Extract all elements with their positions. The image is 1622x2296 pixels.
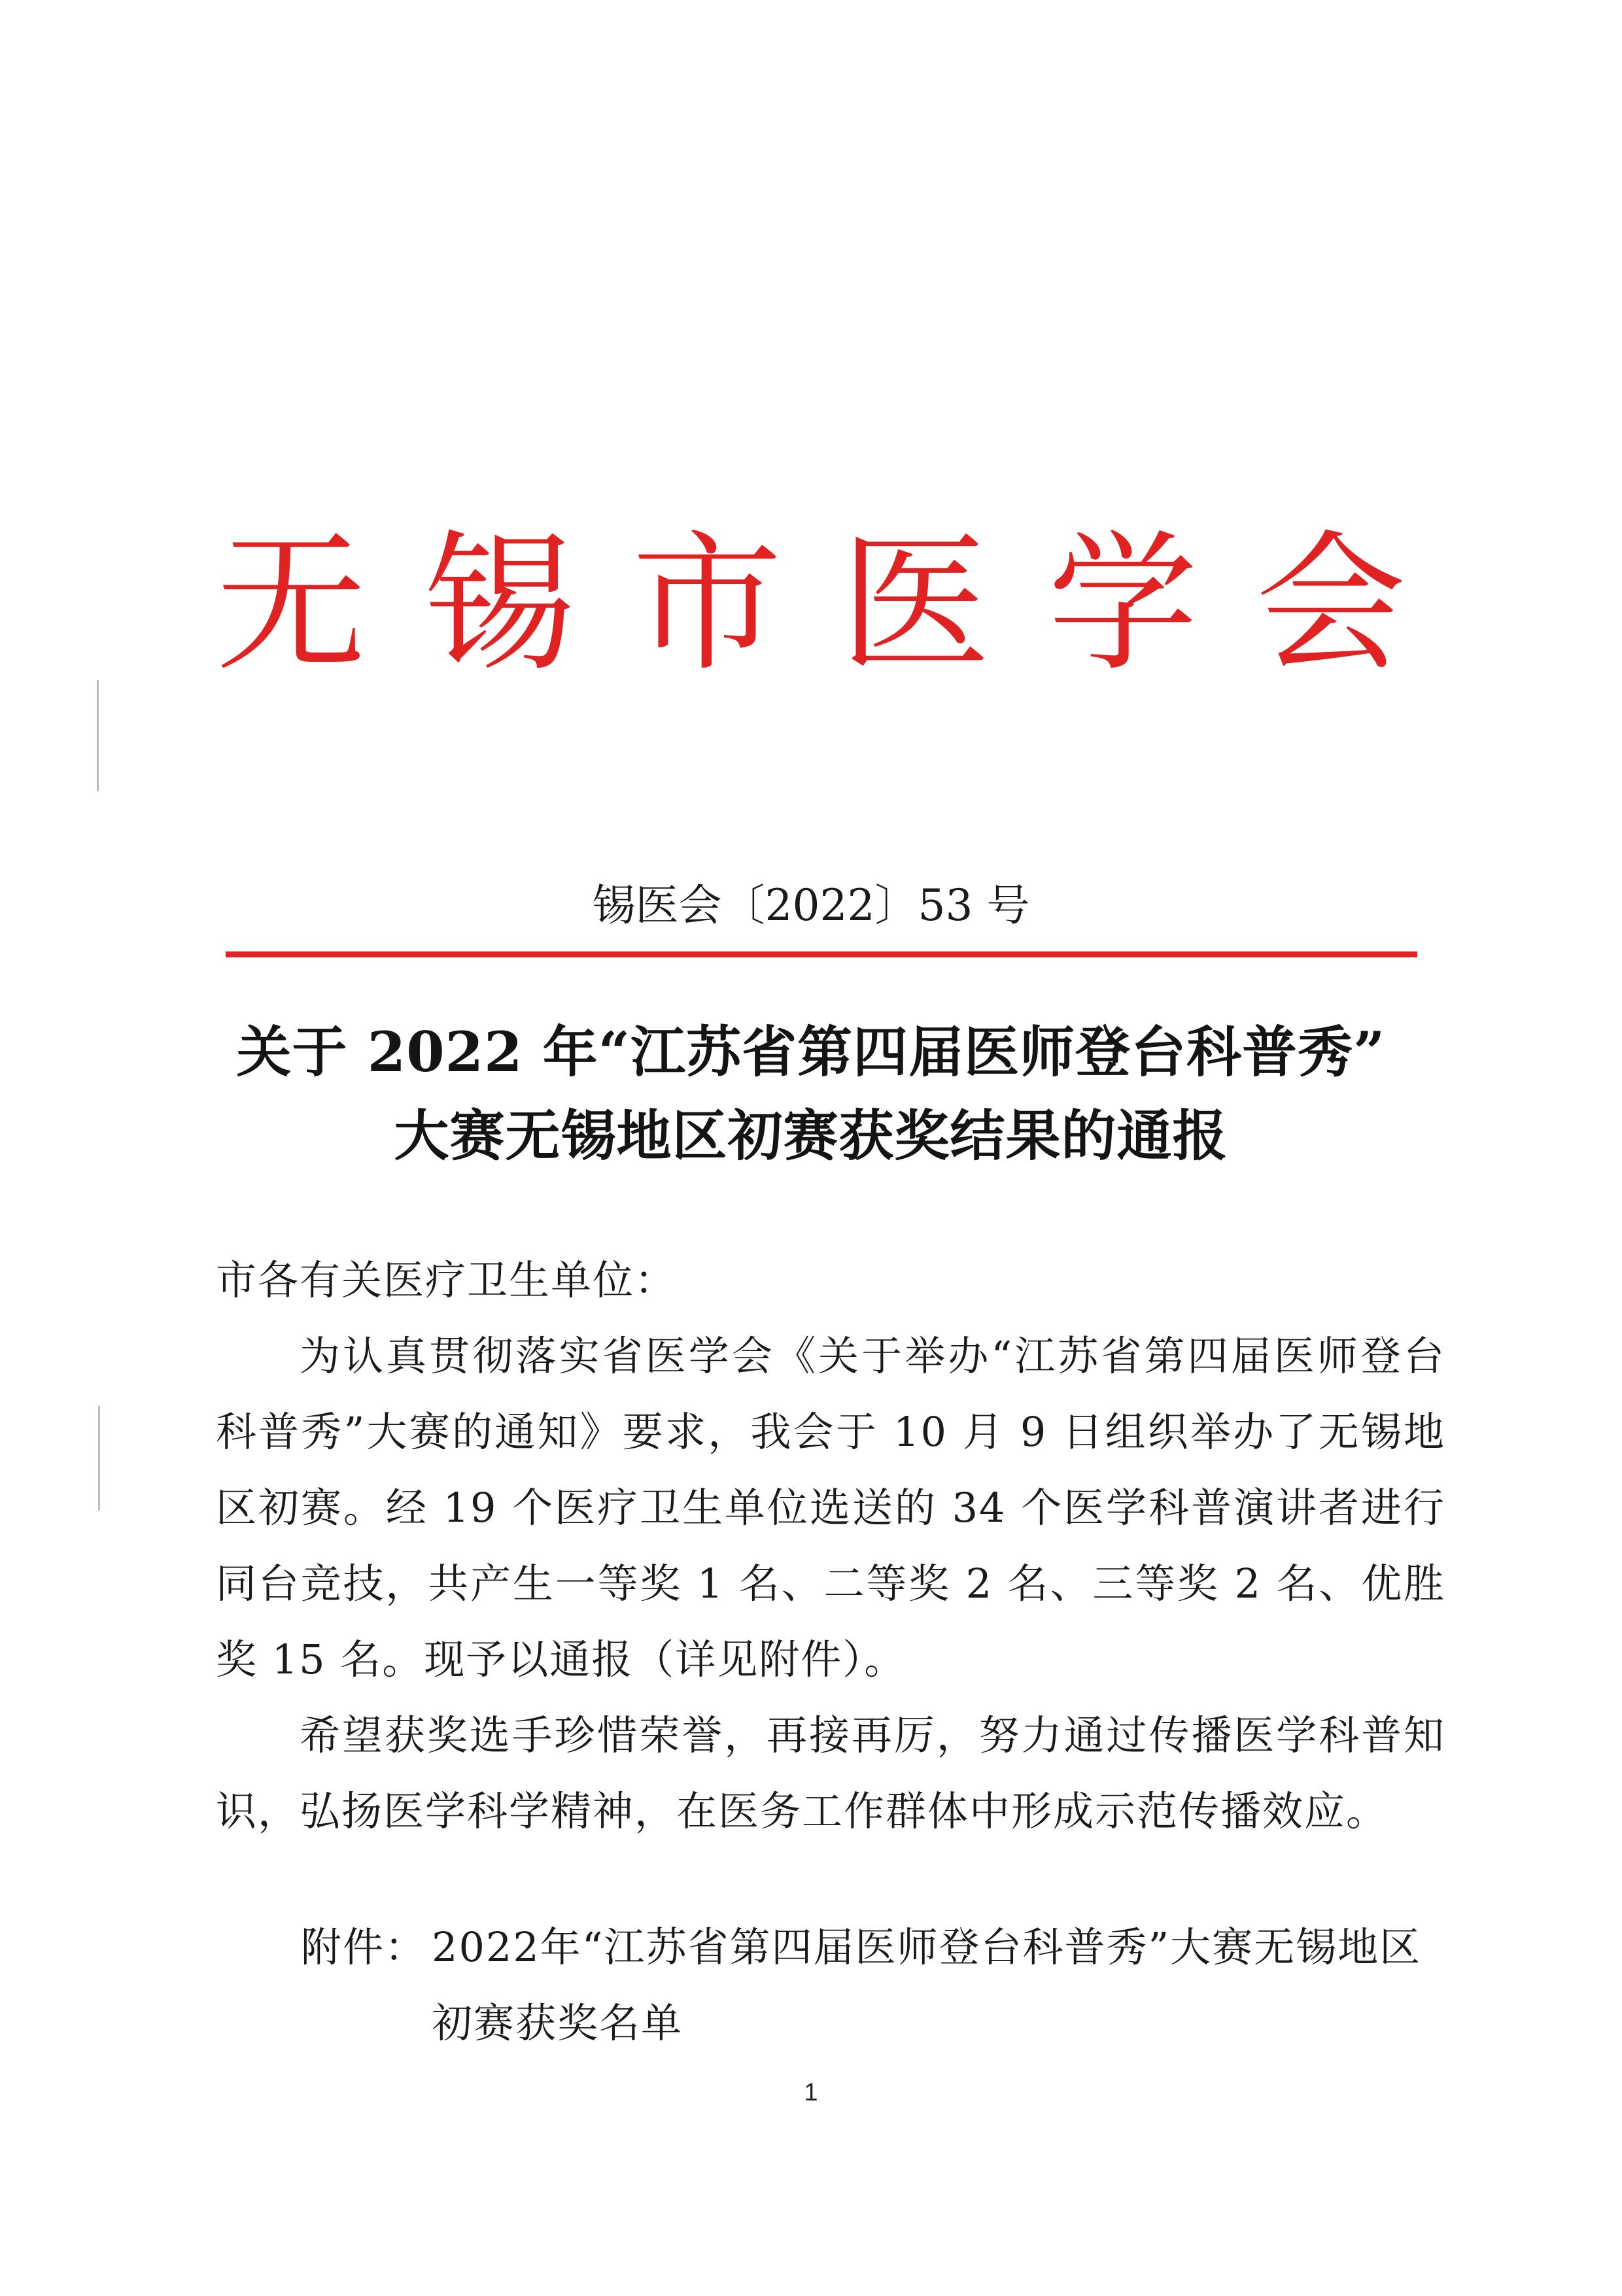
attachment-text: 2022年“江苏省第四届医师登台科普秀”大赛无锡地区初赛获奖名单 (432, 1923, 1422, 2047)
org-name-char: 锡 (423, 517, 574, 692)
title-line-1: 关于 2022 年“江苏省第四届医师登台科普秀” (236, 1019, 1386, 1084)
document-body (216, 1242, 1445, 1849)
document-title (196, 1010, 1426, 1178)
org-name-char: 会 (1255, 517, 1406, 692)
scan-artifact (98, 1406, 100, 1511)
page-number: 1 (804, 2079, 818, 2106)
body-paragraph-1: 为认真贯彻落实省医学会《关于举办“江苏省第四届医师登台科普秀”大赛的通知》要求，我会于 10 月 9 日组织举办了无锡地区初赛。经 19 个医疗卫生单位选送的 34 个医学科普演讲者进行同台竞技，共产生一等奖 1 名、二等奖 2 名、三等奖 2 名、优胜奖 15 名。现予以通报（详见附件）。 (216, 1332, 1445, 1683)
red-header-divider (226, 951, 1417, 957)
attachment-note (301, 1910, 1445, 2061)
org-name-char: 医 (839, 517, 990, 692)
document-number: 锡医会〔2022〕53 号 (592, 880, 1030, 931)
org-name-char: 市 (631, 517, 782, 692)
salutation: 市各有关医疗卫生单位： (216, 1256, 677, 1304)
scan-artifact (97, 680, 99, 791)
issuing-organization-header (216, 497, 1406, 713)
body-paragraph-2: 希望获奖选手珍惜荣誉，再接再厉，努力通过传播医学科普知识，弘扬医学科学精神，在医务工作群体中形成示范传播效应。 (216, 1711, 1445, 1835)
attachment-label: 附件： (301, 1923, 427, 1971)
org-name-char: 无 (216, 517, 367, 692)
org-name-char: 学 (1047, 517, 1198, 692)
title-line-2: 大赛无锡地区初赛获奖结果的通报 (394, 1103, 1228, 1168)
